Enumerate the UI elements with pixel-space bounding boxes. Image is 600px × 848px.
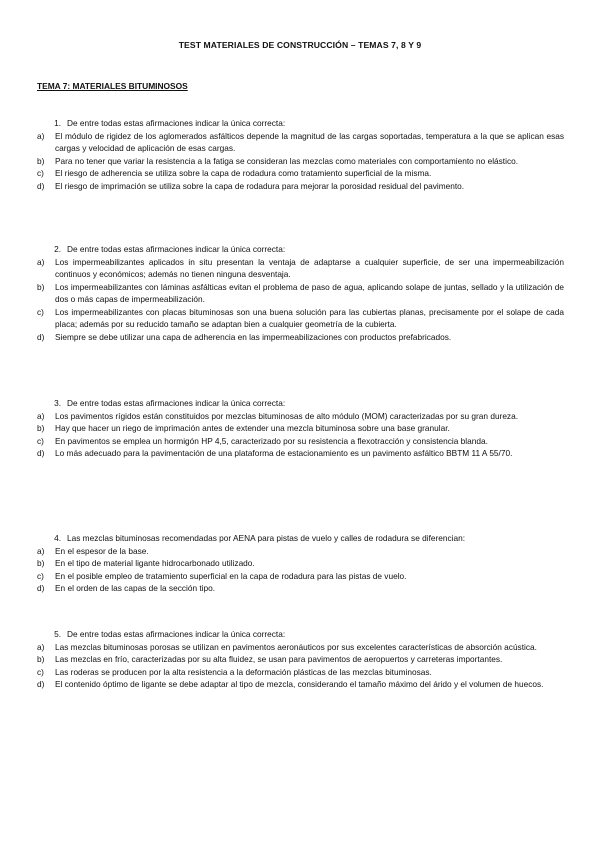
option-text: Para no tener que variar la resistencia a la fatiga se consideran las mezclas como materiales con comportamiento no elástico. bbox=[55, 155, 519, 166]
option-text: Los impermeabilizantes con placas bituminosas son una buena solución para las cubiertas planas, precisamente por el solape de cada placa; además por su reducido tamaño se adaptan bien a cualquier geometría de la cubierta. bbox=[55, 306, 564, 329]
question-stem bbox=[37, 397, 564, 410]
question-number: 5. bbox=[54, 629, 61, 639]
question-2 bbox=[37, 243, 564, 343]
option-a bbox=[37, 256, 564, 281]
option-letter: a) bbox=[37, 256, 45, 267]
question-text: De entre todas estas afirmaciones indicar la única correcta: bbox=[67, 244, 286, 254]
option-b bbox=[37, 653, 564, 666]
option-b bbox=[37, 281, 564, 306]
option-letter: c) bbox=[37, 168, 44, 178]
question-1 bbox=[37, 117, 564, 192]
option-b bbox=[37, 422, 564, 435]
option-text: Las roderas se producen por la alta resistencia a la deformación plásticas de las mezclas bituminosas. bbox=[55, 666, 432, 677]
option-text: Hay que hacer un riego de imprimación antes de extender una mezcla bituminosa sobre una base granular. bbox=[55, 423, 450, 433]
option-d bbox=[37, 582, 564, 595]
option-letter: a) bbox=[37, 545, 45, 556]
option-text: Siempre se debe utilizar una capa de adherencia en las impermeabilizaciones con productos prefabricados. bbox=[55, 331, 452, 342]
option-d bbox=[37, 678, 564, 691]
question-number: 2. bbox=[54, 244, 61, 254]
option-text: Lo más adecuado para la pavimentación de una plataforma de estacionamiento es un pavimento asfáltico BBTM 11 A 55/70. bbox=[55, 448, 513, 458]
question-text: De entre todas estas afirmaciones indicar la única correcta: bbox=[67, 629, 286, 639]
document-title: TEST MATERIALES DE CONSTRUCCIÓN – TEMAS 7, 8 Y 9 bbox=[178, 40, 422, 50]
option-a bbox=[37, 130, 564, 155]
option-a bbox=[37, 410, 564, 423]
option-c bbox=[37, 666, 564, 679]
option-letter: d) bbox=[37, 679, 45, 689]
option-letter: a) bbox=[37, 641, 45, 652]
option-c bbox=[37, 306, 564, 331]
option-letter: c) bbox=[37, 666, 44, 677]
option-c bbox=[37, 435, 564, 448]
option-c bbox=[37, 570, 564, 583]
option-letter: c) bbox=[37, 570, 44, 581]
option-letter: a) bbox=[37, 410, 45, 421]
option-text: En pavimentos se emplea un hormigón HP 4,5, caracterizado por su resistencia a flexotracción y consistencia blanda. bbox=[55, 435, 488, 446]
option-text: Los pavimentos rígidos están constituidos por mezclas bituminosas de alto módulo (MOM) caracterizadas por su gran dureza. bbox=[55, 410, 519, 421]
option-d bbox=[37, 331, 564, 344]
question-number: 1. bbox=[54, 118, 61, 128]
question-stem bbox=[37, 532, 564, 545]
question-text: Las mezclas bituminosas recomendadas por AENA para pistas de vuelo y calles de rodadura se diferencian: bbox=[67, 533, 466, 543]
option-text: Las mezclas bituminosas porosas se utilizan en pavimentos aeronáuticos por sus excelentes características de absorción acústica. bbox=[55, 641, 537, 652]
option-d bbox=[37, 447, 564, 460]
option-text: Los impermeabilizantes con láminas asfálticas evitan el problema de paso de agua, aplicando solape de juntas, sellado y la utilización de dos o más capas de impermeabilización. bbox=[55, 281, 564, 304]
option-text: En el espesor de la base. bbox=[55, 545, 149, 556]
question-stem bbox=[37, 117, 564, 130]
option-b bbox=[37, 557, 564, 570]
question-text: De entre todas estas afirmaciones indicar la única correcta: bbox=[67, 118, 286, 128]
option-letter: d) bbox=[37, 448, 45, 458]
option-letter: b) bbox=[37, 423, 45, 433]
option-letter: d) bbox=[37, 180, 45, 191]
option-text: El contenido óptimo de ligante se debe adaptar al tipo de mezcla, considerando el tamaño máximo del árido y el volumen de huecos. bbox=[55, 679, 544, 689]
option-letter: d) bbox=[37, 331, 45, 342]
question-text: De entre todas estas afirmaciones indicar la única correcta: bbox=[67, 398, 286, 408]
question-stem bbox=[37, 243, 564, 256]
question-5 bbox=[37, 628, 564, 691]
option-text: Las mezclas en frío, caracterizadas por su alta fluidez, se usan para pavimentos de aeropuertos y carreteras importantes. bbox=[55, 654, 503, 664]
option-letter: d) bbox=[37, 583, 45, 593]
option-text: El riesgo de adherencia se utiliza sobre la capa de rodadura como tratamiento superficial de la misma. bbox=[55, 168, 432, 178]
option-c bbox=[37, 167, 564, 180]
option-letter: c) bbox=[37, 306, 44, 317]
question-3 bbox=[37, 397, 564, 460]
option-letter: b) bbox=[37, 654, 45, 664]
option-text: Los impermeabilizantes aplicados in situ presentan la ventaja de adaptarse a cualquier superficie, de ser una impermeabilización continuos y económicos; además no tienen ninguna desventaja. bbox=[55, 256, 564, 279]
question-number: 4. bbox=[54, 533, 61, 543]
option-text: En el orden de las capas de la sección tipo. bbox=[55, 583, 216, 593]
option-letter: c) bbox=[37, 435, 44, 446]
option-text: En el posible empleo de tratamiento superficial en la capa de rodadura para las pistas de vuelo. bbox=[55, 570, 407, 581]
option-letter: a) bbox=[37, 130, 45, 141]
option-a bbox=[37, 641, 564, 654]
option-b bbox=[37, 155, 564, 168]
option-text: El riesgo de imprimación se utiliza sobre la capa de rodadura para mejorar la porosidad residual del pavimento. bbox=[55, 180, 465, 191]
section-heading: TEMA 7: MATERIALES BITUMINOSOS bbox=[37, 81, 188, 91]
option-text: En el tipo de material ligante hidrocarbonado utilizado. bbox=[55, 558, 255, 568]
question-stem bbox=[37, 628, 564, 641]
option-a bbox=[37, 545, 564, 558]
question-4 bbox=[37, 532, 564, 595]
option-letter: b) bbox=[37, 558, 45, 568]
option-letter: b) bbox=[37, 155, 45, 166]
question-number: 3. bbox=[54, 398, 61, 408]
option-text: El módulo de rigidez de los aglomerados asfálticos depende la magnitud de las cargas soportadas, temperatura a la que se aplican esas cargas y velocidad de aplicación de esas cargas. bbox=[55, 130, 564, 153]
option-d bbox=[37, 180, 564, 193]
option-letter: b) bbox=[37, 281, 45, 292]
